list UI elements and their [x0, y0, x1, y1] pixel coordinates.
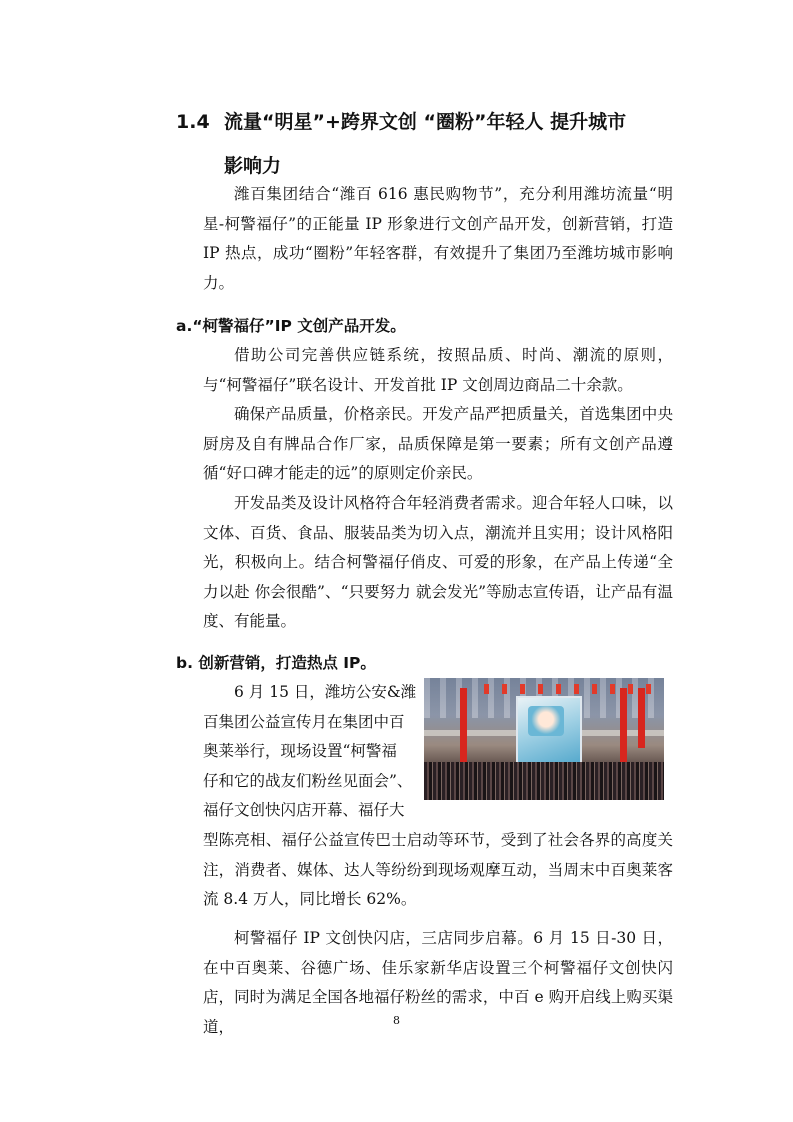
section-a-paragraph-1: 借助公司完善供应链系统，按照品质、时尚、潮流的原则，与“柯警福仔”联名设计、开发首批 IP 文创周边商品二十余款。: [203, 346, 673, 394]
page-number: 8: [393, 1014, 400, 1027]
section-b-continuation: 型陈亮相、福仔公益宣传巴士启动等环节，受到了社会各界的高度关注，消费者、媒体、达人等纷纷到现场观摩互动，当周末中百奥莱客流 8.4 万人，同比增长 62%。: [203, 831, 673, 909]
heading-number: 1.4: [176, 111, 210, 133]
section-a-paragraph-3: 开发品类及设计风格符合年轻消费者需求。迎合年轻人口味，以文体、百货、食品、服装品类为切入点，潮流并且实用；设计风格阳光，积极向上。结合柯警福仔俏皮、可爱的形象，在产品上传递“全力以赴 你会很酷”、“只要努力 就会发光”等励志宣传语，让产品有温度、有能量。: [203, 494, 673, 631]
section-a-paragraph-2: 确保产品质量，价格亲民。开发产品严把质量关，首选集团中央厨房及自有牌品合作厂家，品质保障是第一要素；所有文创产品遵循“好口碑才能走的远”的原则定价亲民。: [203, 405, 673, 483]
heading-line-2: 影响力: [224, 155, 282, 177]
heading-line-1: 流量“明星”+跨界文创 “圈粉”年轻人 提升城市: [224, 111, 627, 133]
wrap-line: 奥莱举行，现场设置“柯警福: [203, 742, 397, 761]
section-b-paragraph-2: 柯警福仔 IP 文创快闪店，三店同步启幕。6 月 15 日-30 日，在中百奥莱、谷德广场、佳乐家新华店设置三个柯警福仔文创快闪店，同时为满足全国各地福仔粉丝的需求，中百 e 购开启线上购买渠道，: [203, 929, 673, 1036]
section-b-title: b. 创新营销，打造热点 IP。: [176, 654, 376, 672]
wrap-line: 百集团公益宣传月在集团中百: [203, 712, 405, 731]
wrap-line: 6 月 15 日，潍坊公安&潍: [234, 683, 417, 701]
section-heading: [176, 100, 696, 177]
intro-paragraph: 潍百集团结合“潍百 616 惠民购物节”，充分利用潍坊流量“明星-柯警福仔”的正能量 IP 形象进行文创产品开发，创新营销，打造 IP 热点，成功“圈粉”年轻客群，有效提升了集团乃至潍坊城市影响力。: [203, 185, 673, 292]
wrap-line: 仔和它的战友们粉丝见面会”、: [203, 771, 413, 790]
wrapped-text-block: [203, 678, 418, 826]
event-photo: [424, 678, 664, 800]
wrap-line: 福仔文创快闪店开幕、福仔大: [203, 801, 405, 820]
section-a-title: a.“柯警福仔”IP 文创产品开发。: [176, 317, 406, 335]
